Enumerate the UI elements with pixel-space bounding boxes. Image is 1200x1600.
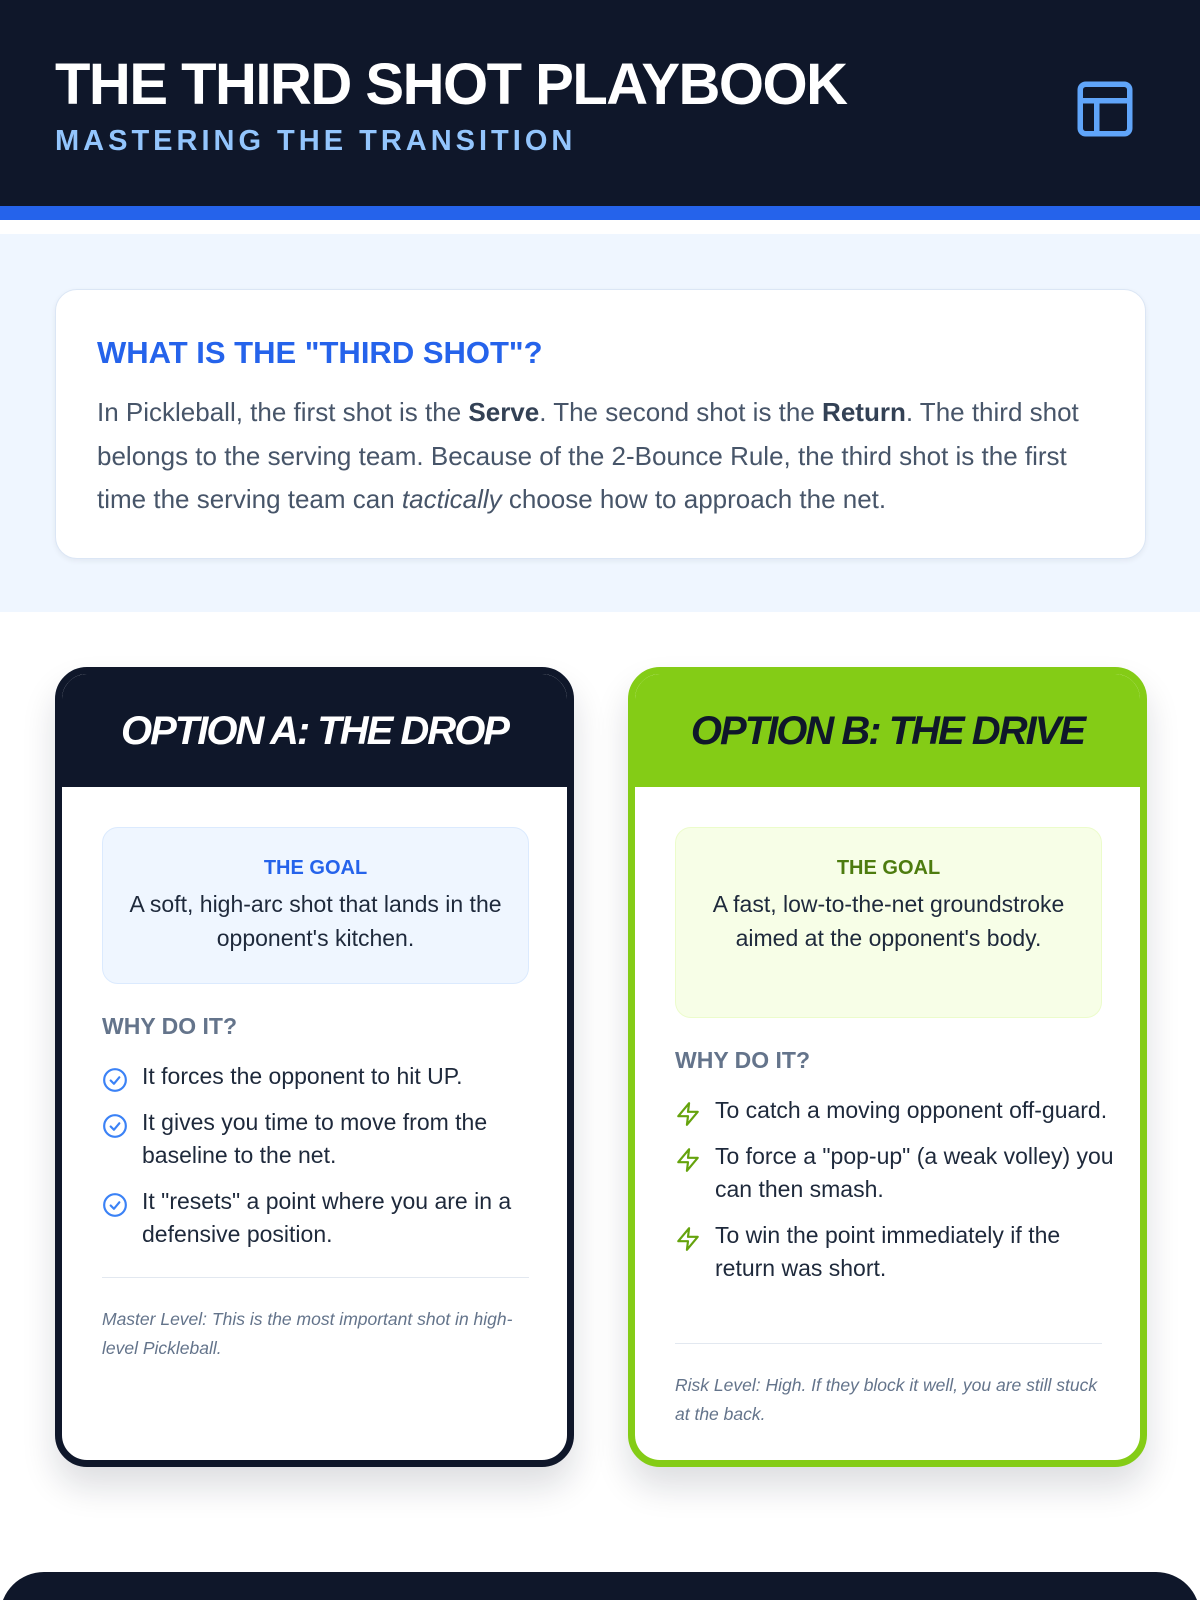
intro-heading: WHAT IS THE "THIRD SHOT"? — [97, 335, 543, 370]
reason-text: It "resets" a point where you are in a defensive position. — [142, 1187, 512, 1247]
intro-serve-term: Serve — [468, 397, 540, 427]
reason-item — [102, 1185, 542, 1252]
reason-text: To win the point immediately if the return was short. — [715, 1221, 1061, 1281]
reason-item — [675, 1219, 1115, 1286]
option-title: OPTION A: THE DROP — [121, 708, 508, 753]
layout-icon — [1072, 76, 1138, 142]
check-circle-icon — [102, 1192, 128, 1218]
next-section-edge — [0, 1572, 1200, 1600]
reason-text: It forces the opponent to hit UP. — [142, 1063, 463, 1089]
reason-list — [102, 1060, 542, 1264]
intro-return-term: Return — [822, 397, 906, 427]
intro-text-part: In Pickleball, the first shot is the — [97, 397, 469, 427]
lightning-bolt-icon — [675, 1226, 701, 1252]
goal-label: THE GOAL — [263, 857, 368, 879]
intro-card — [55, 289, 1146, 559]
goal-label: THE GOAL — [836, 857, 941, 879]
reason-text: To catch a moving opponent off-guard. — [715, 1097, 1108, 1123]
goal-text: A fast, low-to-the-net groundstroke aimed at the opponent's body. — [712, 891, 1065, 951]
intro-text — [97, 391, 1117, 522]
page-title: THE THIRD SHOT PLAYBOOK — [55, 52, 847, 117]
reason-text: It gives you time to move from the baseline to the net. — [142, 1108, 488, 1168]
reason-item — [102, 1106, 542, 1173]
intro-emphasis: tactically — [401, 484, 502, 514]
option-card-header — [62, 674, 567, 787]
reason-list — [675, 1094, 1115, 1298]
goal-box — [675, 827, 1102, 1018]
reason-item — [675, 1140, 1115, 1207]
goal-text: A soft, high-arc shot that lands in the opponent's kitchen. — [129, 891, 502, 951]
page-header — [0, 0, 1200, 220]
lightning-bolt-icon — [675, 1101, 701, 1127]
option-card-drop — [55, 667, 574, 1467]
option-note: Master Level: This is the most important shot in high-level Pickleball. — [102, 1309, 513, 1358]
option-title: OPTION B: THE DRIVE — [690, 708, 1085, 753]
page-subtitle: MASTERING THE TRANSITION — [55, 125, 577, 157]
option-note: Risk Level: High. If they block it well, you are still stuck at the back. — [675, 1375, 1098, 1424]
check-circle-icon — [102, 1113, 128, 1139]
divider — [102, 1277, 529, 1278]
reason-text: To force a "pop-up" (a weak volley) you can then smash. — [715, 1142, 1114, 1202]
option-card-header — [635, 674, 1140, 787]
reason-item — [675, 1094, 1115, 1128]
intro-text-part: . The second shot is the — [539, 397, 823, 427]
divider — [675, 1343, 1102, 1344]
option-card-drive — [628, 667, 1147, 1467]
why-heading: WHY DO IT? — [102, 1013, 238, 1039]
why-heading: WHY DO IT? — [675, 1047, 811, 1073]
check-circle-icon — [102, 1067, 128, 1093]
lightning-bolt-icon — [675, 1147, 701, 1173]
reason-item — [102, 1060, 542, 1094]
goal-box — [102, 827, 529, 984]
intro-text-part: . The third shot belongs to the serving team. Because of the 2-Bounce Rule, the third shot is the first time the serving team can — [97, 397, 1079, 514]
intro-text-part: choose how to approach the net. — [501, 484, 887, 514]
